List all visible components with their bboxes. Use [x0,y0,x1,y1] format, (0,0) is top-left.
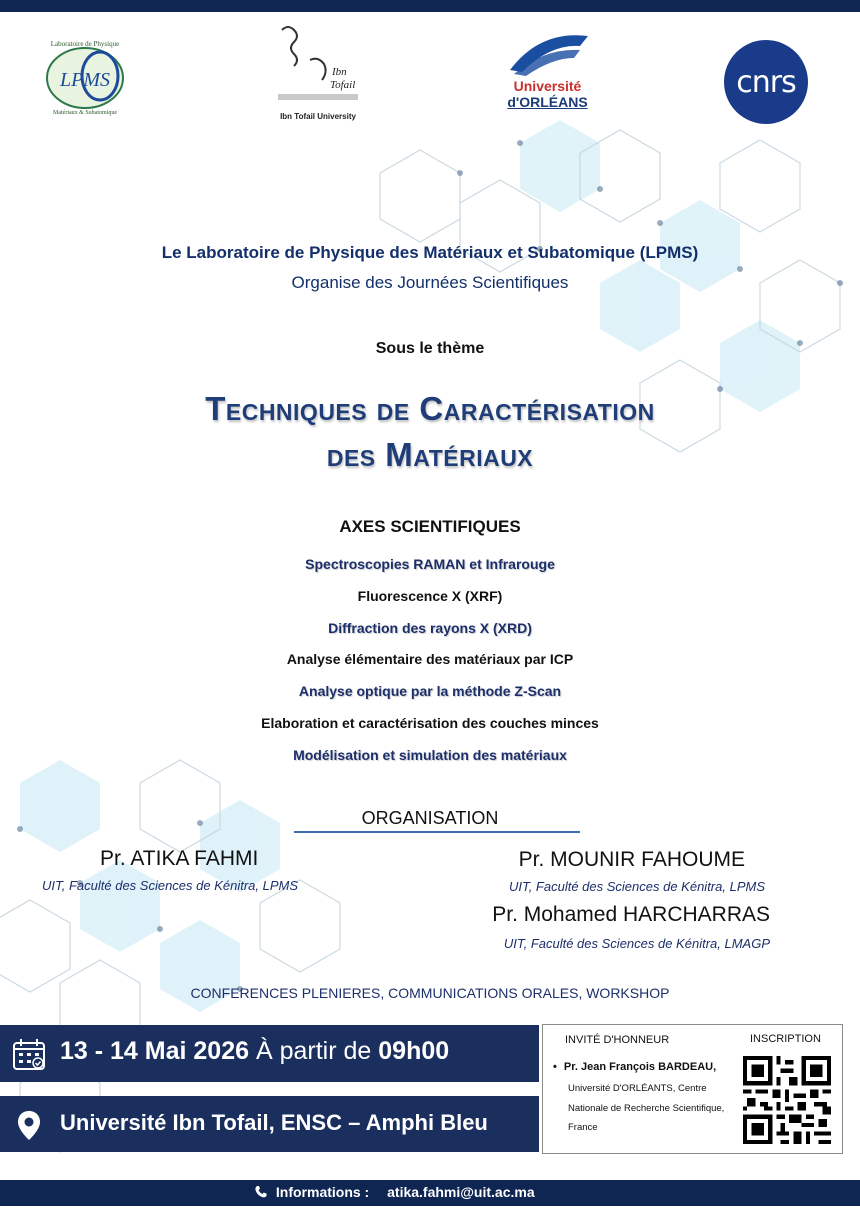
organisation-divider [294,831,580,833]
event-venue: Université Ibn Tofail, ENSC [60,1110,342,1135]
date-banner [0,1025,539,1082]
calendar-icon [12,1037,46,1071]
organisation-title: ORGANISATION [361,808,499,828]
organizer-name: Pr. ATIKA FAHMI [100,847,259,870]
svg-text:Ibn: Ibn [332,66,347,78]
info-label: Informations : [275,1184,370,1200]
guest-inscription-box [542,1024,843,1154]
guest-heading: INVITÉ D'HONNEUR [565,1034,670,1046]
svg-text:Tofail: Tofail [330,79,356,91]
axis-list [0,553,860,776]
theme-intro: Sous le thème [375,340,485,357]
lab-title: Le Laboratoire de Physique des Matériaux et Subatomique (LPMS) [161,243,699,262]
organizer-name: Pr. Mohamed HARCHARRAS [492,903,770,926]
organizer-affiliation: UIT, Faculté des Sciences de Kénitra, LPMS [42,878,299,893]
axis-item: Elaboration et caractérisation des couches minces [261,714,599,731]
axis-item: Fluorescence X (XRF) [357,587,503,604]
ibn-tofail-logo [268,20,368,125]
guest-detail: Université D'ORLÉANTS, Centre Nationale de Recherche Scientifique, France [568,1083,725,1133]
axis-item: Analyse optique par la méthode Z-Scan [298,683,562,700]
orleans-logo-line1: Université [513,78,582,94]
axis-item: Modélisation et simulation des matériaux [293,746,567,763]
guest-name: • Pr. Jean François BARDEAU, [553,1061,717,1073]
lpms-logo-top-text: Laboratoire de Physique [50,40,120,48]
orleans-logo [500,30,595,120]
guest-name-text: Pr. Jean François BARDEAU, [563,1061,717,1073]
venue-banner [0,1096,539,1152]
inscription-qr-code[interactable] [743,1056,831,1144]
contact-email[interactable]: atika.fahmi@uit.ac.ma [387,1184,535,1200]
axis-item: Diffraction des rayons X (XRD) [328,619,532,636]
axes-title: AXES SCIENTIFIQUES [339,517,521,536]
location-pin-icon [12,1108,46,1142]
organizer-affiliation: UIT, Faculté des Sciences de Kénitra, LMAGP [503,936,770,951]
event-room: – Amphi Bleu [348,1110,488,1135]
event-dates: 13 - 14 Mai 2026 [60,1037,250,1065]
lpms-logo-bottom-text: Matériaux & Subatomique [53,110,117,116]
main-title-line-1: Techniques de Caractérisation [205,390,655,427]
lpms-logo [40,36,130,118]
uit-logo-caption: Ibn Tofail University [280,112,356,121]
inscription-heading: INSCRIPTION [750,1033,821,1045]
info-bar [0,1180,860,1206]
event-from-label: À partir de [255,1037,372,1065]
organizer-affiliation: UIT, Faculté des Sciences de Kénitra, LPMS [508,879,765,894]
main-title [0,386,860,478]
orleans-logo-line2: d'ORLÉANS [507,94,588,110]
axis-item: Analyse élémentaire des matériaux par ICP [286,651,574,668]
cnrs-logo: cnrs [724,40,808,124]
main-title-line-2: des Matériaux [326,436,534,473]
phone-icon [254,1185,268,1199]
lpms-logo-abbr: LPMS [60,69,110,91]
session-formats: CONFERENCES PLENIERES, COMMUNICATIONS ORALES, WORKSHOP [190,985,670,1001]
lab-subtitle: Organise des Journées Scientifiques [291,273,569,292]
organizer-name: Pr. MOUNIR FAHOUME [518,848,745,871]
event-time: 09h00 [378,1037,450,1065]
axis-item: Spectroscopies RAMAN et Infrarouge [305,556,555,572]
